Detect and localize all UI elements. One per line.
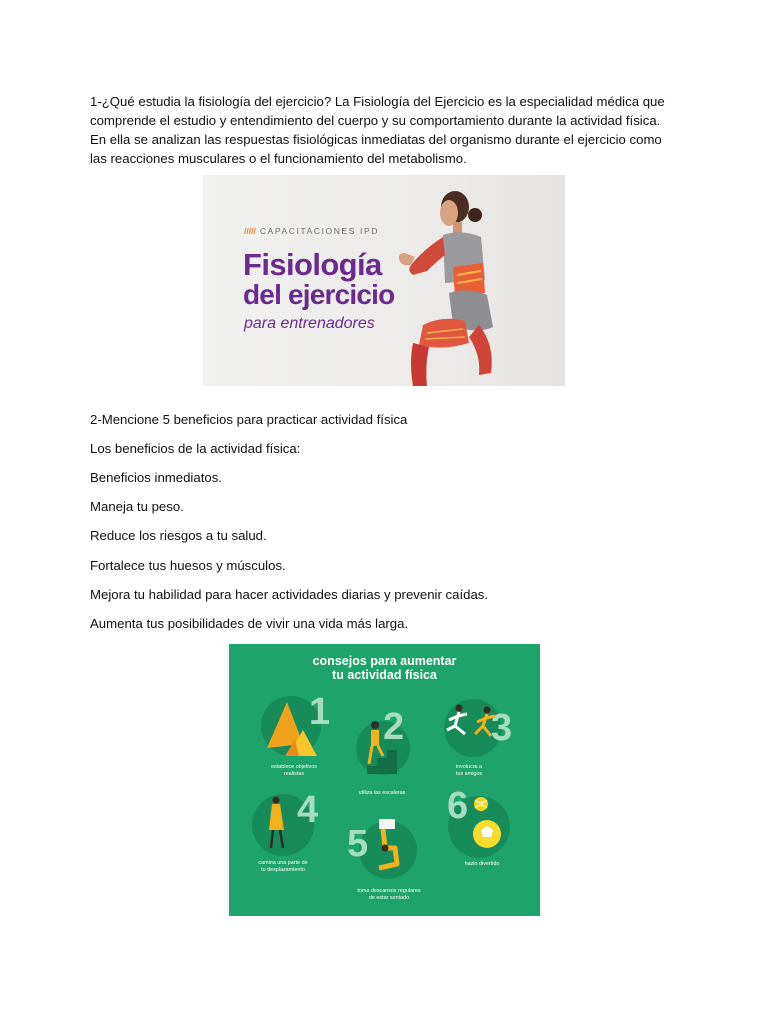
tip6-number: 6 (447, 785, 469, 827)
infographic-artwork (229, 644, 540, 916)
tip2-caption (347, 790, 417, 797)
athlete-figure-illustration (383, 175, 565, 386)
tip2-number: 2 (383, 706, 405, 748)
infographic-title-line2: tu actividad física (332, 668, 437, 682)
section1-paragraph: 1-¿Qué estudia la fisiología del ejercicio? La Fisiología del Ejercicio es la especialidad médica que comprende el estudio y entendimiento del cuerpo y su comportamiento durante la actividad física. En ella se analizan las respuestas fisiológicas inmediatas del organismo durante el ejercicio como las reacciones musculares o el funcionamiento del metabolismo. (90, 94, 665, 166)
tip2-caption-line1: utiliza las escaleras (358, 790, 406, 796)
banner-subtitle: para entrenadores (244, 315, 375, 332)
section2-intro: Los beneficios de la actividad física: (90, 441, 301, 456)
tip5-caption-line2: de estar sentado (368, 895, 410, 901)
tip1-caption-line2: realistas (283, 771, 305, 777)
benefit-item: Mejora tu habilidad para hacer actividades diarias y prevenir caídas. (90, 587, 489, 602)
tip4-caption (248, 860, 318, 874)
tip1-caption (259, 764, 329, 778)
tip4-caption-line1: camina una parte de (258, 860, 308, 866)
tip3-caption-line1: involucra a (455, 764, 483, 770)
tip6-caption (447, 861, 517, 868)
tip3-number: 3 (491, 707, 513, 749)
benefit-item: Maneja tu peso. (90, 499, 184, 514)
benefit-item: Reduce los riesgos a tu salud. (90, 528, 267, 543)
tip1-caption-line1: establece objetivos (271, 764, 317, 770)
tip3-caption-line2: tus amigos (455, 771, 483, 777)
benefit-item: Fortalece tus huesos y músculos. (90, 558, 286, 573)
tip4-number: 4 (297, 789, 319, 831)
banner-kicker (244, 226, 379, 236)
tip3-caption (434, 764, 504, 778)
banner-title-line2: del ejercicio (243, 279, 395, 310)
tip4-caption-line2: tu desplazamiento (261, 867, 305, 873)
banner-image (203, 175, 565, 386)
tip5-caption-line1: toma descansos regulares (357, 888, 421, 894)
tip6-caption-line1: hazlo divertido (464, 861, 500, 867)
banner-kicker-slashes: ///// (244, 226, 256, 236)
tip5-number: 5 (347, 823, 369, 865)
infographic-title-line1: consejos para aumentar (312, 654, 457, 668)
banner-kicker-text: CAPACITACIONES IPD (259, 226, 379, 236)
infographic-image (229, 644, 540, 916)
tip5-caption (339, 888, 439, 902)
benefit-item: Beneficios inmediatos. (90, 470, 222, 485)
benefit-item: Aumenta tus posibilidades de vivir una vida más larga. (90, 616, 409, 631)
banner-title-line1: Fisiología (243, 247, 382, 282)
section2-question: 2-Mencione 5 beneficios para practicar actividad física (90, 412, 408, 427)
tip1-number: 1 (309, 691, 331, 733)
